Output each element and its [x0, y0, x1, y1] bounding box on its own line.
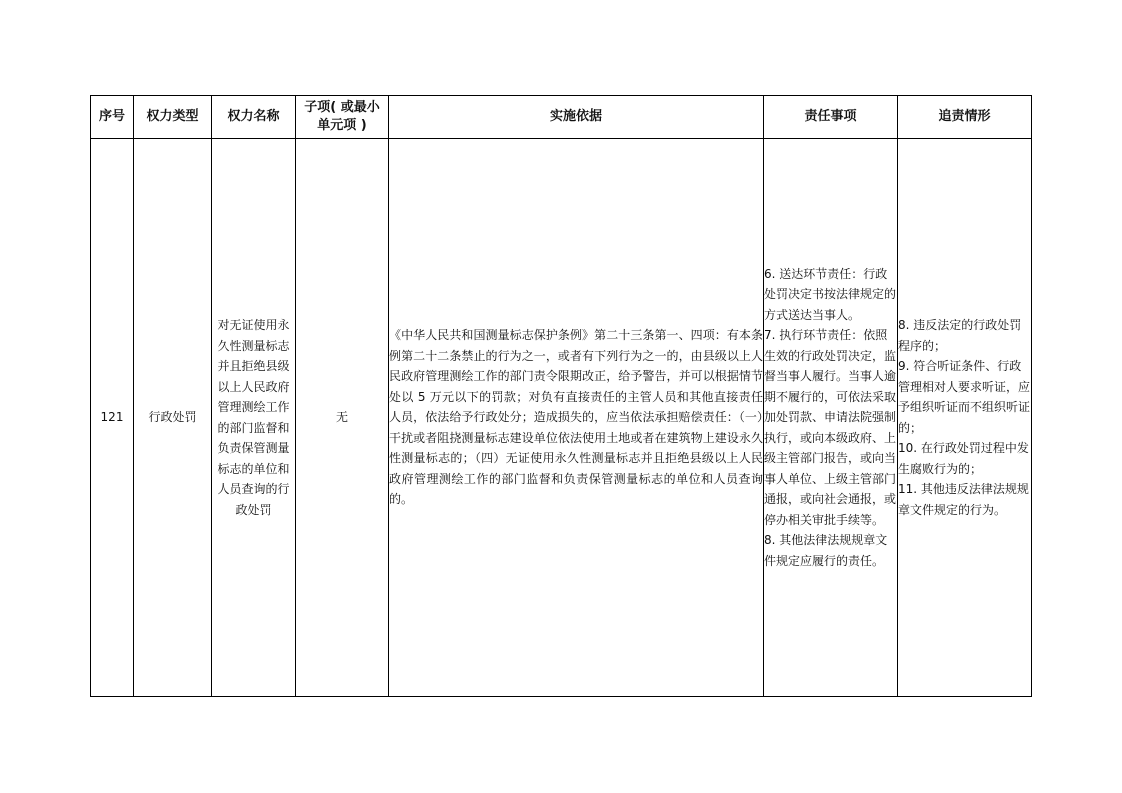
duty-item: 8. 其他法律法规规章文件规定应履行的责任。: [764, 533, 888, 568]
row-power-type: 行政处罚: [134, 139, 212, 697]
header-subitem-line1: 子项( 或最小: [304, 100, 380, 115]
header-subitem-line2: 单元项 ): [317, 118, 367, 133]
row-blames: [898, 139, 1032, 697]
row-duties: [764, 139, 898, 697]
header-duties: 责任事项: [764, 96, 898, 139]
blame-item: 11. 其他违反法律法规规章文件规定的行为。: [898, 482, 1029, 517]
header-power-type: 权力类型: [134, 96, 212, 139]
row-subitem: 无: [296, 139, 389, 697]
blame-item: 10. 在行政处罚过程中发生腐败行为的；: [898, 441, 1029, 476]
duty-item: 7. 执行环节责任：依照生效的行政处罚决定，监督当事人履行。当事人逾期不履行的，可依法采取加处罚款、申请法院强制执行，或向本级政府、上级主管部门报告，或向当事人单位、上级主管部门通报，或向社会通报，或停办相关审批手续等。: [764, 328, 897, 527]
header-basis: 实施依据: [389, 96, 764, 139]
blame-item: 8. 违反法定的行政处罚程序的；: [898, 318, 1022, 353]
blame-item: 9. 符合听证条件、行政管理相对人要求听证，应予组织听证而不组织听证的；: [898, 359, 1031, 435]
duty-item: 6. 送达环节责任：行政处罚决定书按法律规定的方式送达当事人。: [764, 266, 897, 322]
row-basis: 《中华人民共和国测量标志保护条例》第二十三条第一、四项：有本条例第二十二条禁止的行为之一，或者有下列行为之一的，由县级以上人民政府管理测绘工作的部门责令限期改正，给予警告，并可以根据情节处以 5 万元以下的罚款；对负有直接责任的主管人员和其他直接责任人员，依法给予行政处分；造成损失的，应当依法承担赔偿责任：（一）干扰或者阻挠测量标志建设单位依法使用土地或者在建筑物上建设永久性测量标志的；（四）无证使用永久性测量标志并且拒绝县级以上人民政府管理测绘工作的部门监督和负责保管测量标志的单位和人员查询的。: [389, 139, 764, 697]
header-blame: 追责情形: [898, 96, 1032, 139]
table-header-row: [91, 96, 1032, 139]
row-index: 121: [91, 139, 134, 697]
row-power-name: 对无证使用永久性测量标志并且拒绝县级以上人民政府管理测绘工作的部门监督和负责保管测量标志的单位和人员查询的行政处罚: [212, 139, 296, 697]
header-subitem: [296, 96, 389, 139]
table-row: [91, 139, 1032, 697]
power-list-table: [90, 95, 1032, 697]
header-power-name: 权力名称: [212, 96, 296, 139]
header-index: 序号: [91, 96, 134, 139]
